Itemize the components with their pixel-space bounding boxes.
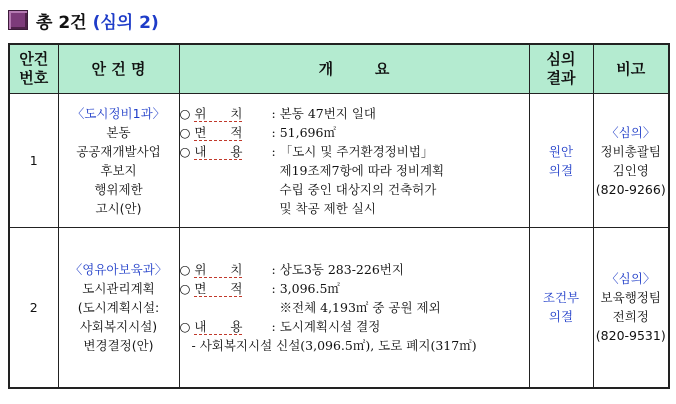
overview-label [180, 123, 272, 142]
header-result-line2: 결과 [546, 69, 576, 87]
overview-item [180, 279, 529, 298]
remark-person: 김인영 [612, 162, 649, 178]
header-overview: 개 요 [179, 44, 529, 94]
overview-cont-line: 수립 중인 대상지의 건축허가 [279, 181, 437, 197]
circle-bullet-icon: ○ [179, 261, 191, 277]
overview-note: ※전체 4,193㎡ 중 공원 제외 [279, 299, 441, 315]
agenda-name-line: 행위제한 [94, 181, 143, 197]
overview-item [180, 317, 529, 336]
overview-sep: : [271, 318, 276, 334]
remark-tag: 〈심의〉 [606, 124, 656, 140]
header-no [9, 44, 58, 94]
remark-phone: (820-9266) [595, 181, 666, 197]
remark-phone: (820-9531) [595, 328, 666, 344]
overview-label [180, 317, 272, 336]
result-line: 의결 [548, 309, 574, 325]
result-cell [529, 228, 593, 388]
overview-item [180, 260, 529, 279]
circle-bullet-icon: ○ [179, 280, 191, 296]
row-no: 2 [9, 228, 58, 388]
overview-value: 51,696㎡ [279, 124, 336, 140]
agenda-name-line: 본동 [106, 124, 131, 140]
overview-label-text: 내 용 [194, 143, 243, 159]
circle-bullet-icon: ○ [179, 318, 191, 334]
agenda-name-line: 공공재개발사업 [76, 143, 161, 159]
dept-label: 〈영유아보육과〉 [69, 261, 168, 277]
overview-label-text: 위 치 [194, 261, 243, 277]
header-result [529, 44, 593, 94]
overview-label-text: 면 적 [194, 280, 243, 296]
remark-cell [593, 94, 669, 228]
agenda-name-line: 도시관리계획 [82, 280, 155, 296]
heading-subtitle: (심의 2) [92, 12, 159, 33]
dept-label: 〈도시정비1과〉 [71, 105, 166, 121]
header-name: 안 건 명 [58, 44, 179, 94]
overview-label [180, 104, 272, 123]
agenda-name-line: 후보지 [100, 162, 137, 178]
result-line: 의결 [548, 162, 574, 178]
row-no: 1 [9, 94, 58, 228]
header-no-line2: 번호 [19, 69, 49, 87]
remark-team: 정비총괄팀 [600, 143, 661, 159]
overview-value: 상도3동 283-226번지 [279, 261, 404, 277]
overview-label [180, 260, 272, 279]
section-heading [8, 7, 159, 33]
overview-sep: : [271, 124, 276, 140]
table-row [9, 94, 669, 228]
remark-tag: 〈심의〉 [606, 271, 656, 287]
circle-bullet-icon: ○ [179, 105, 191, 121]
circle-bullet-icon: ○ [179, 124, 191, 140]
overview-value: 도시계획시설 결정 [279, 318, 381, 334]
overview-sep: : [271, 280, 276, 296]
square-bullet-icon [8, 10, 28, 30]
overview-cont-line: 제19조제7항에 따라 정비계획 [279, 162, 445, 178]
overview-item [180, 142, 529, 161]
agenda-name-line: (도시계획시설: [77, 299, 160, 315]
agenda-name-line: 사회복지시설) [79, 318, 158, 334]
overview-item [180, 104, 529, 123]
circle-bullet-icon: ○ [179, 143, 191, 159]
agenda-name-cell [58, 228, 179, 388]
overview-label-text: 위 치 [194, 105, 243, 121]
result-line: 원안 [548, 143, 574, 159]
overview-sep: : [271, 105, 276, 121]
overview-sep: : [271, 261, 276, 277]
overview-value: 「도시 및 주거환경정비법」 [279, 143, 434, 159]
overview-sep: : [271, 143, 276, 159]
overview-label-text: 내 용 [194, 318, 243, 334]
remark-person: 전희정 [612, 309, 649, 325]
header-remark: 비고 [593, 44, 669, 94]
overview-sub-line: - 사회복지시설 신설(3,096.5㎡), 도로 폐지(317㎡) [191, 337, 477, 353]
agenda-table [8, 43, 670, 389]
header-row [9, 44, 669, 94]
result-line: 조건부 [542, 290, 580, 306]
header-result-line1: 심의 [546, 50, 576, 68]
overview-value: 3,096.5㎡ [279, 280, 340, 296]
heading-title: 총 2건 [36, 12, 87, 33]
header-no-line1: 안건 [19, 50, 49, 68]
overview-cont-line: 및 착공 제한 실시 [279, 200, 376, 216]
remark-team: 보육행정팀 [600, 290, 661, 306]
overview-label [180, 142, 272, 161]
table-row [9, 228, 669, 388]
agenda-name-line: 고시(안) [95, 200, 142, 216]
agenda-name-cell [58, 94, 179, 228]
agenda-name-line: 변경결정(안) [83, 337, 154, 353]
overview-label-text: 면 적 [194, 124, 243, 140]
result-cell [529, 94, 593, 228]
overview-value: 본동 47번지 일대 [279, 105, 377, 121]
remark-cell [593, 228, 669, 388]
overview-label [180, 279, 272, 298]
overview-cell [179, 228, 529, 388]
overview-cell [179, 94, 529, 228]
overview-item [180, 123, 529, 142]
